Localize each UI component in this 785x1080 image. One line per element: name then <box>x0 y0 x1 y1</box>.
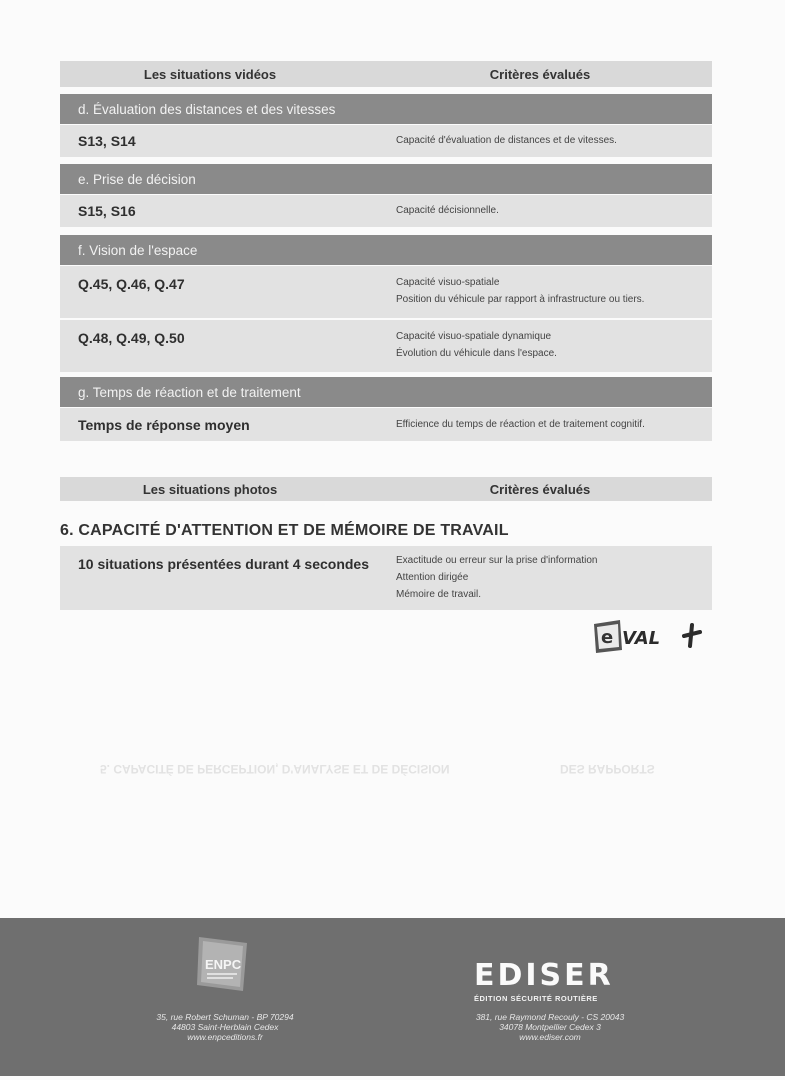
criteria-line: Attention dirigée <box>396 572 469 583</box>
row-criteria <box>396 552 597 603</box>
row-criteria: Capacité d'évaluation de distances et de vitesses. <box>396 135 617 146</box>
criteria-line: Capacité visuo-spatiale dynamique <box>396 331 552 342</box>
header-situations: Les situations photos <box>142 482 278 497</box>
table-header <box>60 61 712 87</box>
row-label: Q.45, Q.46, Q.47 <box>78 276 185 292</box>
footer <box>0 918 785 1076</box>
ediser-address <box>455 1012 645 1042</box>
table-row <box>60 546 712 610</box>
header-criteria: Critères évalués <box>489 482 591 497</box>
row-label: Q.48, Q.49, Q.50 <box>78 330 185 346</box>
address-line: www.enpceditions.fr <box>187 1032 263 1042</box>
address-line: 44803 Saint-Herblain Cedex <box>171 1022 279 1032</box>
header-criteria: Critères évalués <box>489 67 591 82</box>
section-title <box>60 164 712 194</box>
section-title-text: d. Évaluation des distances et des vitesses <box>78 102 336 117</box>
section-heading: 6. CAPACITÉ D'ATTENTION ET DE MÉMOIRE DE TRAVAIL <box>60 522 509 539</box>
video-situations-table <box>60 61 712 441</box>
svg-text:e: e <box>601 627 614 648</box>
row-label: S15, S16 <box>78 203 136 219</box>
section-title <box>60 94 712 124</box>
table-row <box>60 195 712 227</box>
row-criteria: Capacité décisionnelle. <box>396 205 499 216</box>
enpc-logo <box>195 933 251 995</box>
table-row <box>60 125 712 157</box>
address-line: www.ediser.com <box>519 1032 581 1042</box>
eval-logo-graphic <box>592 616 712 656</box>
row-label: Temps de réponse moyen <box>78 417 250 433</box>
svg-text:ENPC: ENPC <box>205 957 242 972</box>
address-line: 35, rue Robert Schuman - BP 70294 <box>156 1012 294 1022</box>
section-title-text: f. Vision de l'espace <box>78 243 198 258</box>
address-line: 381, rue Raymond Recouly - CS 20043 <box>475 1012 625 1022</box>
ediser-logo <box>474 958 624 1013</box>
criteria-line: Mémoire de travail. <box>396 589 482 600</box>
row-label: S13, S14 <box>78 133 136 149</box>
criteria-line: Exactitude ou erreur sur la prise d'information <box>396 555 598 566</box>
section-title-text: g. Temps de réaction et de traitement <box>78 385 301 400</box>
ediser-tagline: ÉDITION SÉCURITÉ ROUTIÈRE <box>474 994 598 1003</box>
section-title <box>60 235 712 265</box>
bleed-through-text: 5. CAPACITÉ DE PERCEPTION, D'ANALYSE ET DE DÉCISION <box>100 762 450 776</box>
row-criteria <box>396 274 644 308</box>
table-row <box>60 408 712 441</box>
row-criteria <box>396 328 557 362</box>
bleed-through-text-2: DES RAPPORTS <box>560 762 655 776</box>
ediser-logo-text: EDISER <box>474 958 614 993</box>
row-criteria: Efficience du temps de réaction et de traitement cognitif. <box>396 419 645 430</box>
criteria-line: Évolution du véhicule dans l'espace. <box>396 348 557 359</box>
section-title <box>60 377 712 407</box>
criteria-line: Position du véhicule par rapport à infrastructure ou tiers. <box>396 294 645 305</box>
section-title-text: e. Prise de décision <box>78 172 196 187</box>
svg-text:VAL: VAL <box>622 628 661 649</box>
table-row <box>60 266 712 318</box>
header-situations: Les situations vidéos <box>143 67 277 82</box>
table-row <box>60 320 712 372</box>
table-header <box>60 477 712 501</box>
row-label: 10 situations présentées durant 4 secondes <box>78 556 369 572</box>
criteria-line: Capacité visuo-spatiale <box>396 277 500 288</box>
eval-logo <box>592 616 712 656</box>
address-line: 34078 Montpellier Cedex 3 <box>499 1022 601 1032</box>
enpc-address <box>130 1012 320 1042</box>
